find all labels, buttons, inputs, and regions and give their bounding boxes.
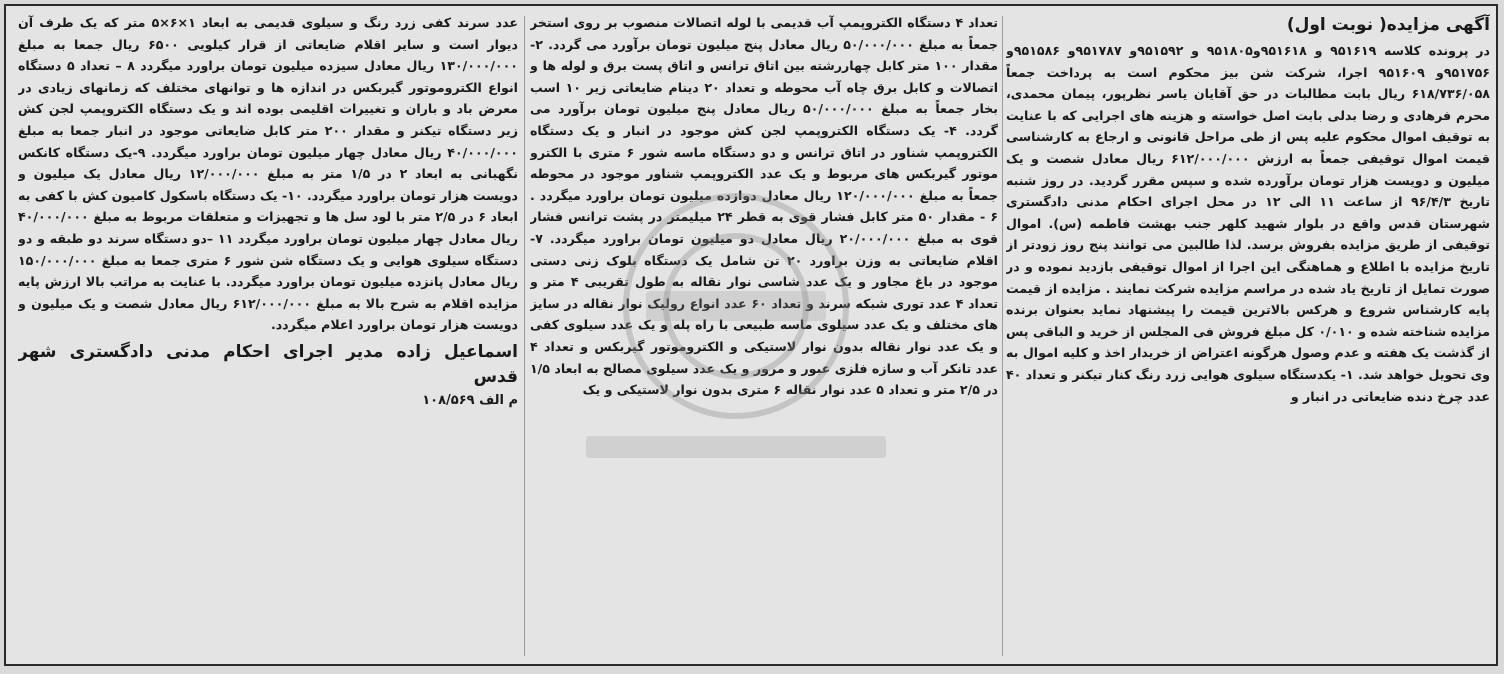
notice-column-middle (530, 12, 998, 658)
notice-title: آگهی مزایده( نوبت اول) (1286, 15, 1490, 35)
reference-number: م الف ۱۰۸/۵۶۹ (422, 392, 518, 408)
column-divider (1002, 16, 1003, 656)
signature-line: اسماعیل زاده مدیر اجرای احکام مدنی دادگستری شهر قدس (18, 341, 518, 387)
notice-text-right: در پرونده کلاسه ۹۵۱۶۱۹ و ۹۵۱۶۱۸و۹۵۱۸۰۵ و ۹۵۱۵۹۲و ۹۵۱۷۸۷و ۹۵۱۵۸۶و ۹۵۱۷۵۶و ۹۵۱۶۰۹ اجرا، شرکت شن بیز محکوم است به پرداخت جمعاً ۶۱۸/۷۳۶/۰۵۸ ریال بابت مطالبات در حق آقایان یاسر نظرپور، پیمان محمدی، محرم فرهادی و رضا بدلی بابت اصل خواسته و هزینه های اجرایی که با عنایت به توقیف اموال محکوم علیه پس از طی مراحل قانونی و ارجاع به کارشناسی قیمت اموال توقیفی جمعاً به ارزش ۶۱۲/۰۰۰/۰۰۰ ریال معادل شصت و یک میلیون و دویست هزار تومان برآورده شده و سپس مقرر گردید. در روز شنبه تاریخ ۹۶/۴/۳ از ساعت ۱۱ الی ۱۲ در محل اجرای احکام مدنی دادگستری شهرستان قدس واقع در بلوار شهید کلهر جنب بهشت فاطمه (س). اموال توقیفی از طریق مزایده بفروش برسد. لذا طالبین می توانند پنج روز زودتر از تاریخ مزایده با اطلاع و هماهنگی این اجرا از اموال توقیفی بازدید نموده و در صورت تمایل از تاریخ یاد شده در مراسم مزایده شرکت نمایند . مزایده از قیمت پایه کارشناس شروع و هرکس بالاترین قیمت را پیشنهاد نماید بعنوان برنده مزایده شناخته شده و ۰/۰۱۰ کل مبلغ فروش فی المجلس از خرید و الباقی پس از گذشت یک هفته و عدم وصول هرگونه اعتراض از خریدار اخذ و کلیه اموال به وی تحویل خواهد شد. ۱- یکدستگاه سیلوی هوایی زرد رنگ کنار تیکنر و تعداد ۴۰ عدد چرخ دنده ضایعاتی در انبار و (1006, 43, 1490, 404)
notice-column-left (18, 12, 518, 658)
newspaper-clipping (4, 4, 1498, 666)
notice-column-right (1006, 12, 1490, 658)
notice-text-middle: تعداد ۴ دستگاه الکتروپمپ آب قدیمی با لوله اتصالات منصوب بر روی استخر جمعاً به مبلغ ۵۰/۰۰۰/۰۰۰ ریال معادل پنج میلیون تومان برآورد می گردد. ۲- مقدار ۱۰۰ متر کابل چهاررشته بین اتاق ترانس و اتاق پست برق و لوله ها و اتصالات و کابل برق چاه آب محوطه و تعداد ۲۰ دینام ضایعاتی زیر ۱۰ اسب بخار جمعاً به مبلغ ۵۰/۰۰۰/۰۰۰ ریال معادل پنج میلیون تومان برآورد می گردد. ۴- یک دستگاه الکتروپمپ لجن کش موجود در انبار و یک دستگاه الکتروپمپ شناور در اتاق ترانس و دو دستگاه ماسه شور ۶ متری با الکترو موتور گیربکس های مربوط و یک عدد الکتروپمپ شناور موجود در محوطه جمعاً به مبلغ ۱۲۰/۰۰۰/۰۰۰ ریال معادل دوازده میلیون تومان براورد میگردد . ۶ - مقدار ۵۰ متر کابل فشار قوی به قطر ۲۴ میلیمتر در پشت ترانس فشار قوی به مبلغ ۲۰/۰۰۰/۰۰۰ ریال معادل دو میلیون تومان براورد میگردد. ۷- اقلام ضایعاتی به وزن براورد ۲۰ تن شامل یک دستگاه بلوک زنی دستی موجود در باغ مجاور و یک عدد شاسی نوار نقاله به طول تقریبی ۴ متر و تعداد ۴ عدد توری شبکه سرند و تعداد ۶۰ عدد انواع رولیک نوار نقاله در سایز های مختلف و یک عدد سیلوی ماسه طبیعی با راه پله و یک عدد سیلوی کفی و یک عدد نوار نقاله بدون نوار لاستیکی و الکتروموتور گیربکس و تعداد ۴ عدد تانکر آب و سازه فلزی عبور و مرور و یک عدد سیلوی مصالح به ابعاد ۱/۵ در ۲/۵ متر و تعداد ۵ عدد نوار نقاله ۶ متری بدون نوار لاستیکی و یک (530, 15, 998, 398)
column-divider (524, 16, 525, 656)
notice-text-left: عدد سرند کفی زرد رنگ و سیلوی قدیمی به ابعاد ۱×۶×۵ متر که یک طرف آن دیوار است و سایر اقلام ضایعاتی از قرار کیلویی ۶۵۰۰ ریال جمعا به مبلغ ۱۳۰/۰۰۰/۰۰۰ ریال معادل سیزده میلیون تومان براورد میگردد ۸ – تعداد ۵ دستگاه انواع الکتروموتور گیربکس در اندازه ها و توانهای مختلف که زمانهای زیادی در معرض باد و باران و تغییرات اقلیمی بوده اند و یک دستگاه الکتروپمپ لجن کش زیر دستگاه تیکنر و مقدار ۲۰۰ متر کابل ضایعاتی موجود در انبار جمعا به مبلغ ۴۰/۰۰۰/۰۰۰ ریال معادل چهار میلیون تومان براورد میگردد. ۹-یک دستگاه کانکس نگهبانی به ابعاد ۲ در ۱/۵ متر به مبلغ ۱۲/۰۰۰/۰۰۰ ریال معادل یک میلیون و دویست هزار تومان براورد میگردد. ۱۰- یک دستگاه باسکول کامیون کش با کفی به ابعاد ۶ در ۲/۵ متر با لود سل ها و تجهیزات و متعلقات مربوط به مبلغ ۴۰/۰۰۰/۰۰۰ ریال معادل چهار میلیون تومان براورد میگردد ۱۱ –دو دستگاه سرند دو طبقه و دو دستگاه سیلوی هوایی و یک دستگاه شن شور ۶ متری جمعا به مبلغ ۱۵۰/۰۰۰/۰۰۰ ریال معادل پانزده میلیون تومان براورد میگردد. با عنایت به مراتب بالا ارزش پایه مزایده اقلام به شرح بالا به مبلغ ۶۱۲/۰۰۰/۰۰۰ ریال معادل شصت و یک میلیون و دویست هزار تومان براورد اعلام میگردد. (18, 15, 518, 333)
